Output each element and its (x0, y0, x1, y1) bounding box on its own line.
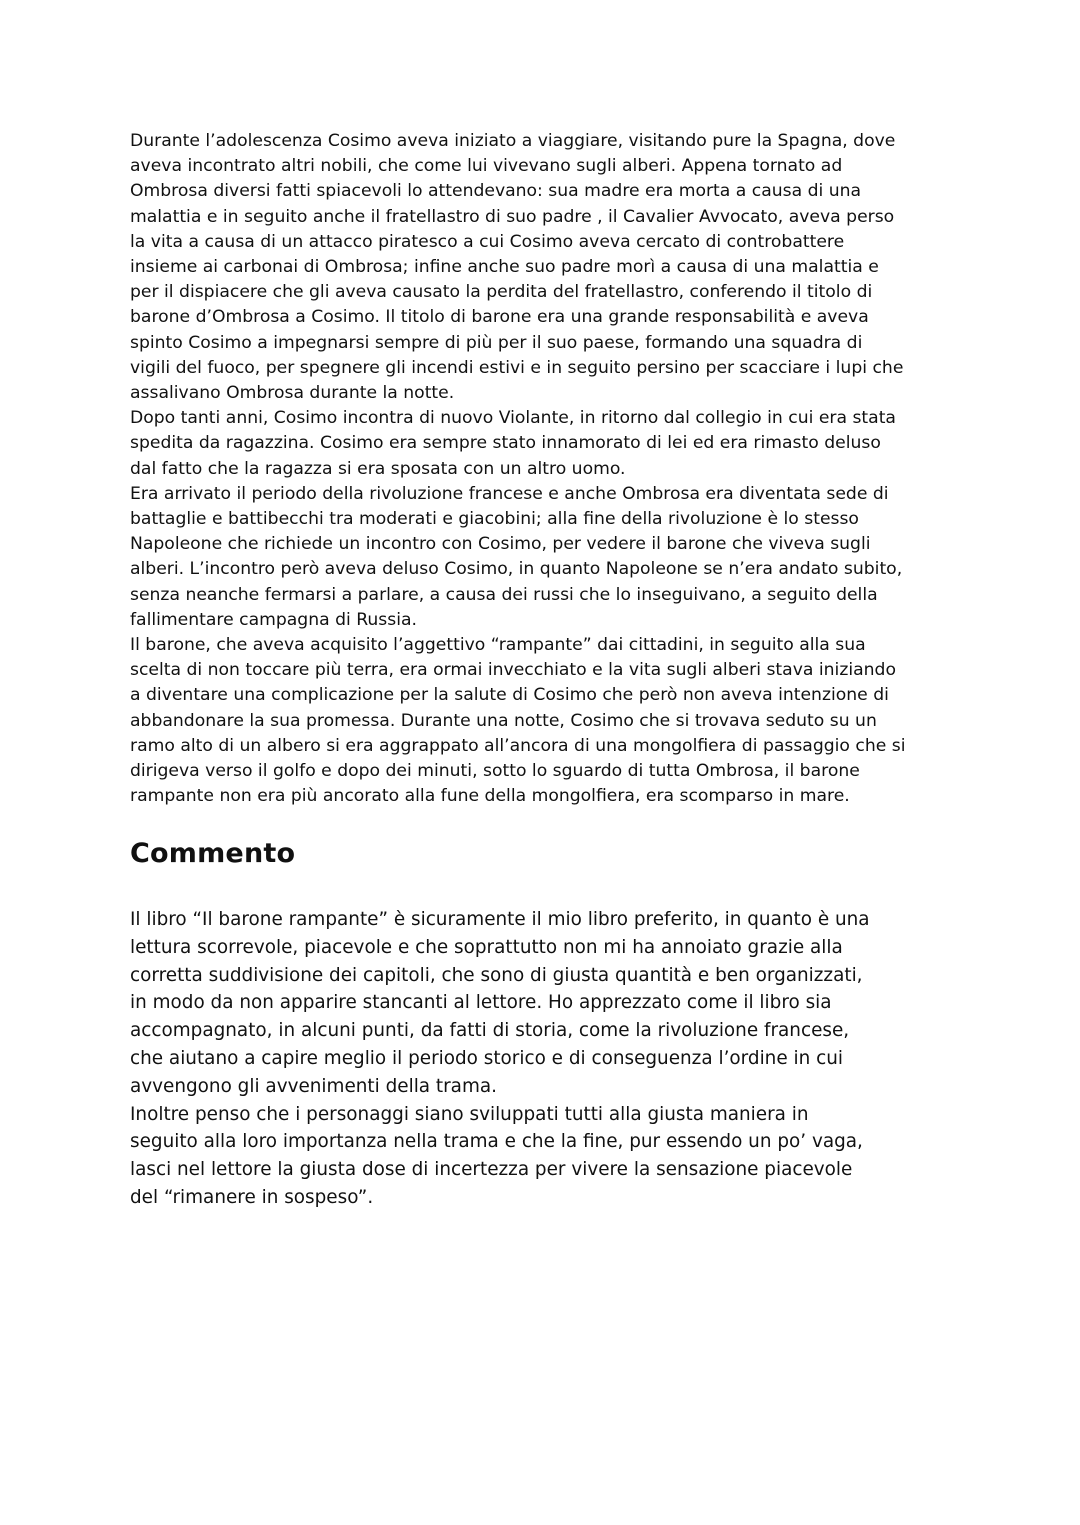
text-line: fallimentare campagna di Russia. (130, 609, 417, 630)
text-line: barone d’Ombrosa a Cosimo. Il titolo di barone era una grande responsabilità e aveva (130, 307, 869, 328)
text-line: spedita da ragazzina. Cosimo era sempre stato innamorato di lei ed era rimasto deluso (130, 433, 881, 454)
text-line: Il libro “Il barone rampante” è sicuramente il mio libro preferito, in quanto è una (130, 909, 870, 930)
text-line: scelta di non toccare più terra, era ormai invecchiato e la vita sugli alberi stava iniziando (130, 660, 896, 681)
text-line: Era arrivato il periodo della rivoluzione francese e anche Ombrosa era diventata sede di (130, 483, 889, 504)
text-line: Inoltre penso che i personaggi siano sviluppati tutti alla giusta maniera in (130, 1103, 809, 1125)
text-line: insieme ai carbonai di Ombrosa; infine anche suo padre morì a causa di una malattia e (130, 257, 879, 278)
summary-text (130, 129, 906, 809)
text-line: lettura scorrevole, piacevole e che soprattutto non mi ha annoiato grazie alla (130, 936, 843, 958)
section-heading: Commento (130, 838, 296, 869)
comment-text (130, 906, 870, 1212)
text-line: malattia e in seguito anche il fratellastro di suo padre , il Cavalier Avvocato, aveva perso (130, 206, 895, 227)
text-line: corretta suddivisione dei capitoli, che sono di giusta quantità e ben organizzati, (130, 964, 863, 986)
text-line: battaglie e battibecchi tra moderati e giacobini; alla fine della rivoluzione è lo stesso (130, 509, 859, 530)
text-line: abbandonare la sua promessa. Durante una notte, Cosimo che si trovava seduto su un (130, 710, 877, 731)
text-line: Ombrosa diversi fatti spiacevoli lo attendevano: sua madre era morta a causa di una (130, 181, 862, 202)
text-line: senza neanche fermarsi a parlare, a causa dei russi che lo inseguivano, a seguito della (130, 584, 878, 605)
text-line: alberi. L’incontro però aveva deluso Cosimo, in quanto Napoleone se n’era andato subito, (130, 559, 903, 580)
text-line: del “rimanere in sospeso”. (130, 1186, 374, 1208)
text-line: seguito alla loro importanza nella trama e che la fine, pur essendo un po’ vaga, (130, 1131, 863, 1153)
text-line: in modo da non apparire stancanti al lettore. Ho apprezzato come il libro sia (130, 992, 832, 1014)
text-line: Napoleone che richiede un incontro con Cosimo, per vedere il barone che viveva sugli (130, 534, 871, 555)
text-line: lasci nel lettore la giusta dose di incertezza per vivere la sensazione piacevole (130, 1159, 853, 1181)
text-line: dal fatto che la ragazza si era sposata con un altro uomo. (130, 458, 626, 479)
text-line: Il barone, che aveva acquisito l’aggettivo “rampante” dai cittadini, in seguito alla sua (130, 635, 866, 656)
text-line: avvengono gli avvenimenti della trama. (130, 1075, 497, 1097)
text-line: dirigeva verso il golfo e dopo dei minuti, sotto lo sguardo di tutta Ombrosa, il barone (130, 761, 860, 782)
text-line: per il dispiacere che gli aveva causato la perdita del fratellastro, conferendo il titolo di (130, 282, 873, 303)
text-line: aveva incontrato altri nobili, che come lui vivevano sugli alberi. Appena tornato ad (130, 156, 843, 177)
text-line: accompagnato, in alcuni punti, da fatti di storia, come la rivoluzione francese, (130, 1020, 850, 1042)
text-line: che aiutano a capire meglio il periodo storico e di conseguenza l’ordine in cui (130, 1047, 843, 1069)
text-line: spinto Cosimo a impegnarsi sempre di più per il suo paese, formando una squadra di (130, 332, 863, 353)
text-line: ramo alto di un albero si era aggrappato all’ancora di una mongolfiera di passaggio che si (130, 735, 906, 756)
text-line: Durante l’adolescenza Cosimo aveva iniziato a viaggiare, visitando pure la Spagna, dove (130, 131, 896, 151)
text-line: assalivano Ombrosa durante la notte. (130, 383, 455, 404)
text-line: a diventare una complicazione per la salute di Cosimo che però non aveva intenzione di (130, 685, 889, 706)
text-line: Dopo tanti anni, Cosimo incontra di nuovo Violante, in ritorno dal collegio in cui era stata (130, 408, 896, 429)
text-line: vigili del fuoco, per spegnere gli incendi estivi e in seguito persino per scacciare i lupi che (130, 357, 904, 378)
text-line: la vita a causa di un attacco piratesco a cui Cosimo aveva cercato di controbattere (130, 231, 845, 252)
text-line: rampante non era più ancorato alla fune della mongolfiera, era scomparso in mare. (130, 786, 850, 807)
